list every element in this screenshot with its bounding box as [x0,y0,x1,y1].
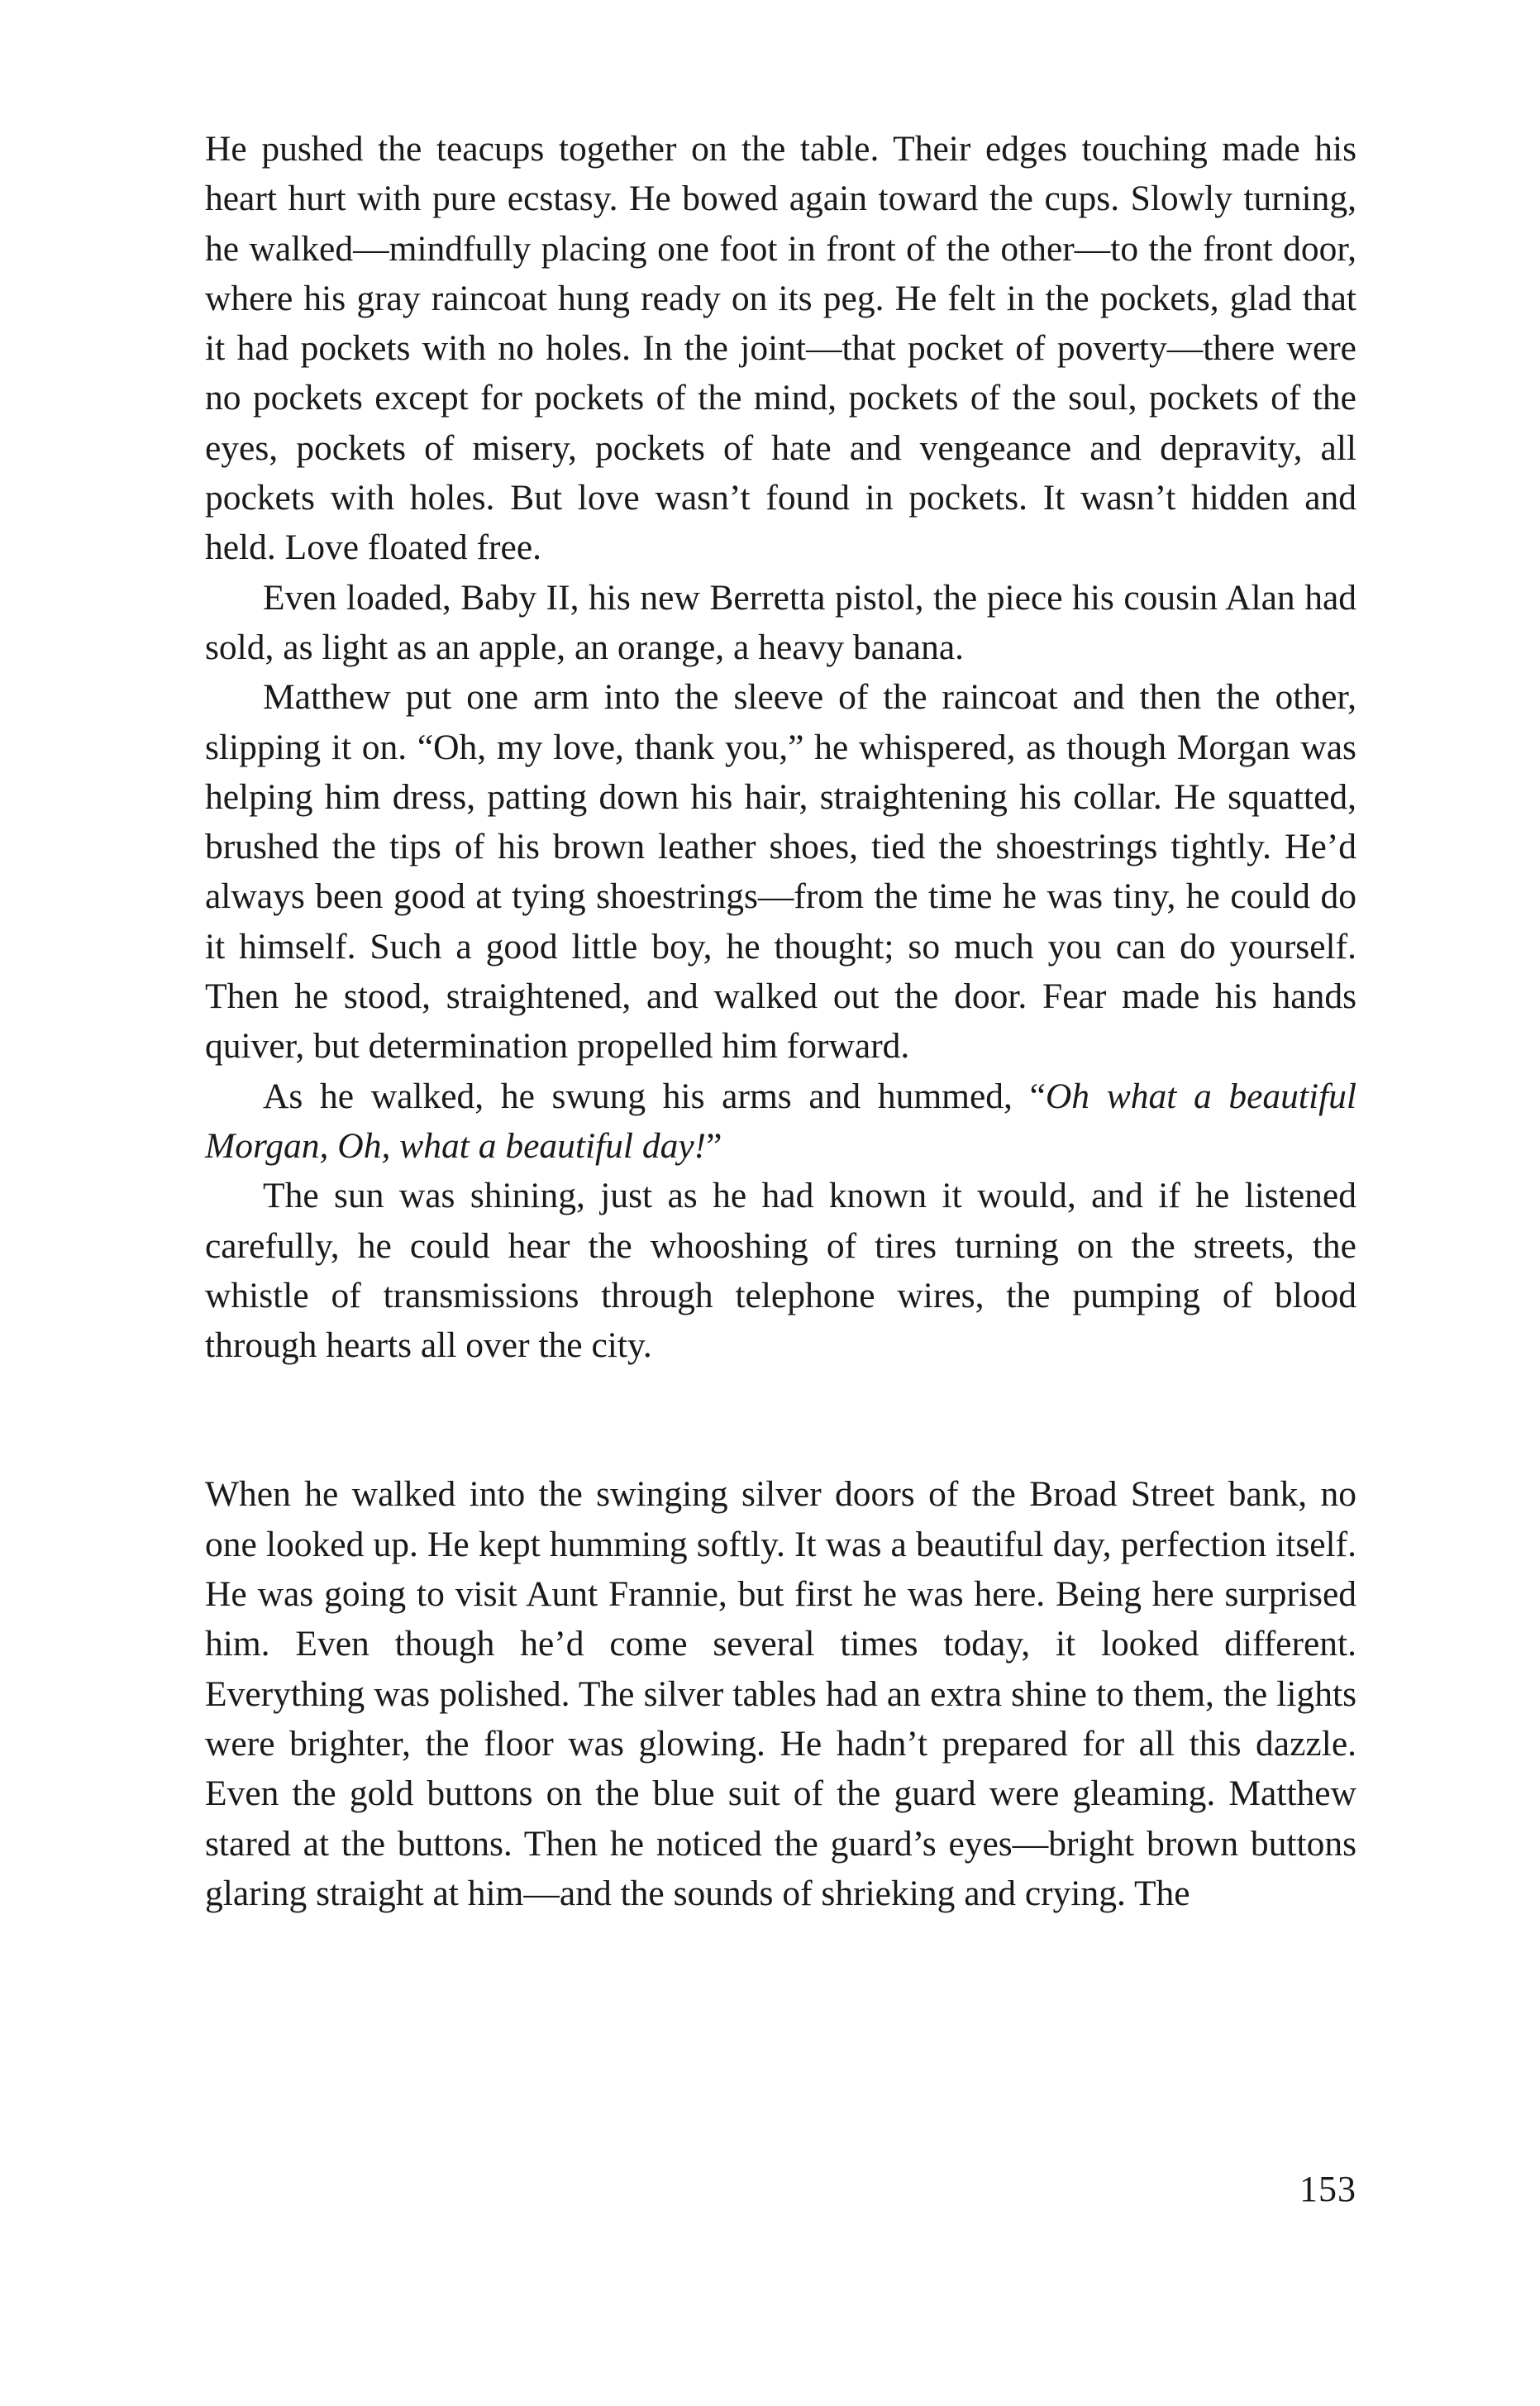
book-page [205,124,1356,1918]
text-section-two [205,1469,1356,1918]
paragraph-pockets: He pushed the teacups together on the table. Their edges touching made his heart hurt with pure ecstasy. He bowed again toward the cups. Slowly turning, he walked—mindfully placing one foot in front of the other—to the front door, where his gray raincoat hung ready on its peg. He felt in the pockets, glad that it had pockets with no holes. In the joint—that pocket of poverty—there were no pockets except for pockets of the mind, pockets of the soul, pockets of the eyes, pockets of misery, pockets of hate and vengeance and depravity, all pockets with holes. But love wasn’t found in pockets. It wasn’t hidden and held. Love floated free. [205,129,1356,568]
paragraph-raincoat: Matthew put one arm into the sleeve of the raincoat and then the other, slipping it on. “Oh, my love, thank you,” he whispered, as though Morgan was helping him dress, patting down his hair, straightening his collar. He squatted, brushed the tips of his brown leather shoes, tied the shoestrings tightly. He’d always been good at tying shoestrings—from the time he was tiny, he could do it himself. Such a good little boy, he thought; so much you can do yourself. Then he stood, straightened, and walked out the door. Fear made his hands quiver, but determination propelled him forward. [205,677,1356,1067]
humming-close-quote: ” [706,1125,722,1166]
text-section-one [205,124,1356,1370]
paragraph-humming [205,1072,1356,1172]
paragraph-sun-shining: The sun was shining, just as he had known it would, and if he listened carefully, he could hear the whooshing of tires turning on the streets, the whistle of transmissions through telephone wires, the pumping of blood through hearts all over the city. [205,1176,1356,1366]
paragraph-bank: When he walked into the swinging silver doors of the Broad Street bank, no one looked up. He kept humming softly. It was a beautiful day, perfection itself. He was going to visit Aunt Frannie, but first he was here. Being here surprised him. Even though he’d come several times today, it looked different. Everything was polished. The silver tables had an extra shine to them, the lights were brighter, the floor was glowing. He hadn’t prepared for all this dazzle. Even the gold buttons on the blue suit of the guard were gleaming. Matthew stared at the buttons. Then he noticed the guard’s eyes—bright brown buttons glaring straight at him—and the sounds of shrieking and crying. The [205,1474,1356,1913]
humming-song-lyric: Oh what a beautiful Morgan, Oh, what a beautiful day! [205,1076,1356,1166]
paragraph-pistol: Even loaded, Baby II, his new Berretta pistol, the piece his cousin Alan had sold, as light as an apple, an orange, a heavy banana. [205,577,1356,667]
page-number: 153 [1299,2169,1356,2209]
humming-intro: As he walked, he swung his arms and hummed, “ [263,1076,1046,1116]
